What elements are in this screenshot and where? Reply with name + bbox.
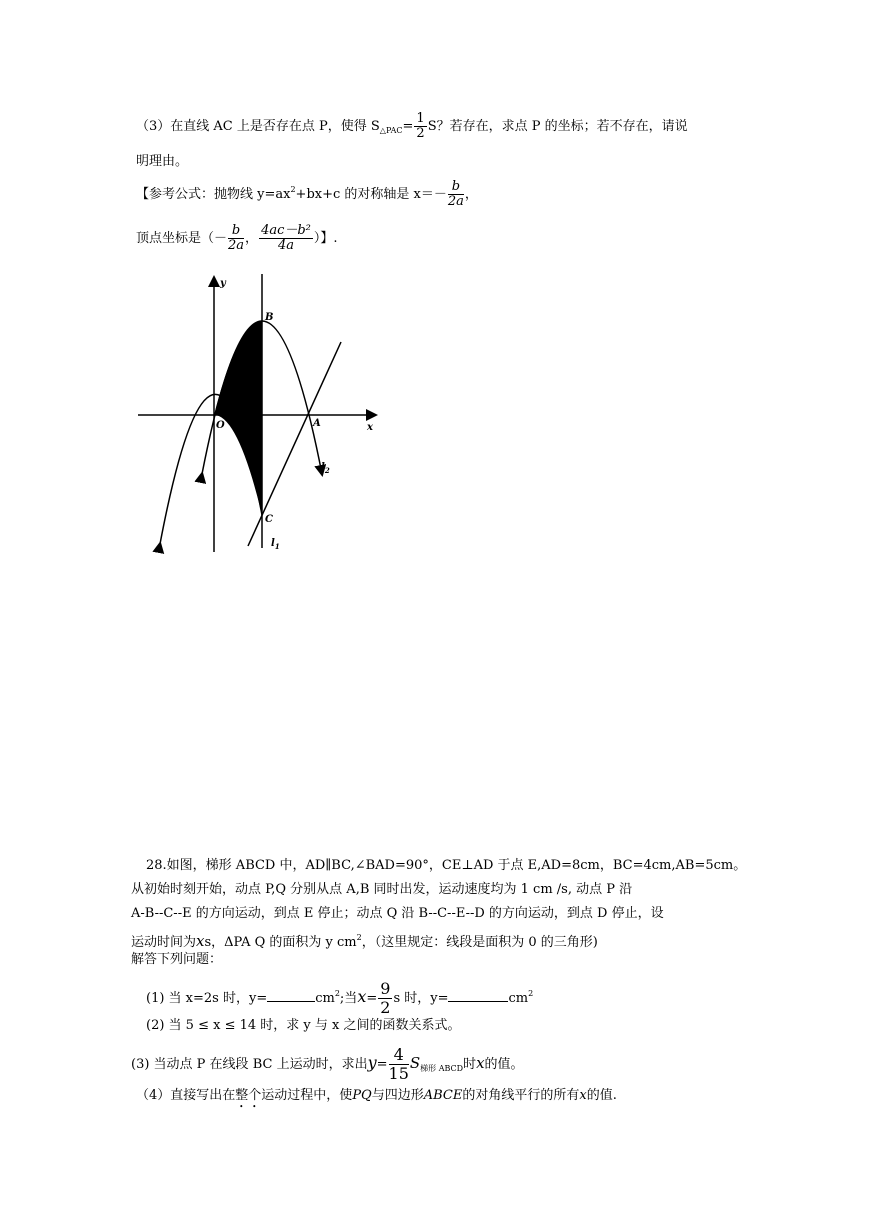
q28-sub3-c: 的值。 — [484, 1057, 524, 1072]
label-y: y — [220, 278, 226, 289]
q27-part3-line2: 明理由。 — [136, 154, 189, 169]
vertex-prefix: 顶点坐标是（－ — [136, 231, 228, 246]
label-a: A — [313, 418, 321, 429]
q28-sub4-e: 的值. — [586, 1088, 617, 1103]
formula-b: b — [448, 180, 464, 195]
q28-sub3-b: 时 — [463, 1057, 477, 1072]
answer-blank-1[interactable] — [267, 989, 315, 1002]
q28-line4-x: x — [196, 932, 205, 950]
q28-sub3-y: y — [367, 1053, 377, 1072]
vertex-line — [136, 224, 338, 253]
formula-2a: 2a — [447, 194, 464, 209]
label-c: C — [265, 514, 273, 525]
q28-sub3-x: x — [476, 1054, 485, 1072]
q28-sub4-c: 与四边形 — [371, 1088, 424, 1103]
vertex-end: ）】. — [313, 231, 338, 246]
q28-line3: A-B--C--E 的方向运动，到点 E 停止；动点 Q 沿 B--C--E--D 的方向运动，到点 D 停止，设 — [131, 906, 664, 921]
q28-line4-sup: 2 — [356, 933, 362, 942]
vertex-x-fraction — [228, 224, 244, 253]
q28-sub4-b: 运动过程中，使 — [261, 1088, 353, 1103]
q28-sub4-a: （4）直接写出在 — [136, 1088, 236, 1103]
q28-sub4-x: x — [579, 1088, 587, 1103]
label-x: x — [367, 422, 373, 433]
q27-fraction-numerator: 1 — [416, 111, 425, 126]
q27-fraction-denominator: 2 — [416, 126, 425, 141]
q28-sub1-unit1: cm — [315, 991, 335, 1006]
q28-sub4-pq: PQ — [352, 1088, 372, 1103]
q28-line4-c: ，（这里规定：线段是面积为 0 的三角形) — [361, 935, 598, 950]
label-l1-letter: l — [271, 538, 275, 549]
vertex-numerator: 4ac－b² — [261, 223, 311, 238]
q28-line1: 28.如图，梯形 ABCD 中，AD∥BC,∠BAD=90°，CE⊥AD 于点 E,AD=8cm，BC=4cm,AB=5cm。 — [146, 858, 747, 873]
q28-sub3-sub: 梯形 ABCD — [420, 1064, 464, 1073]
q28-sub1 — [146, 980, 533, 1017]
q28-line2: 从初始时刻开始，动点 P,Q 分别从点 A,B 同时出发，运动速度均为 1 cm /s, 动点 P 沿 — [131, 882, 633, 897]
q27-part3-subscript: △PAC — [379, 126, 403, 135]
q28-sub1-num: 9 — [380, 979, 391, 998]
q28-sub3-num: 4 — [389, 1046, 409, 1065]
q28-sub4-d: 的对角线平行的所有 — [462, 1088, 580, 1103]
parabola-figure — [130, 268, 390, 568]
label-o: O — [216, 420, 225, 431]
label-l2-letter: l — [321, 462, 325, 473]
q28-line4-a: 运动时间为 — [131, 935, 197, 950]
vertex-comma: ， — [245, 231, 259, 246]
q28-sub1-a: (1) 当 x=2s 时，y= — [146, 991, 268, 1006]
vertex-denominator: 4a — [277, 238, 294, 253]
q28-sub4 — [136, 1088, 617, 1111]
q27-part3-line1 — [136, 112, 688, 141]
q27-part3-question: S？若存在，求点 P 的坐标；若不存在，请说 — [427, 119, 688, 134]
formula-comma: ， — [464, 187, 478, 202]
q28-line4-b: s，ΔPA Q 的面积为 y cm — [204, 935, 357, 950]
vertex-b: b — [228, 224, 244, 239]
label-l1 — [271, 538, 280, 551]
q27-part3-text: （3）在直线 AC 上是否存在点 P，使得 S — [136, 119, 380, 134]
formula-prefix: 【参考公式：抛物线 y=ax — [136, 187, 291, 202]
vertex-2a: 2a — [228, 238, 245, 253]
q28-line4 — [131, 930, 598, 951]
shaded-region — [214, 321, 262, 515]
q28-sub1-x: x — [357, 987, 367, 1006]
label-l2-sub: 2 — [324, 466, 330, 475]
formula-line — [136, 180, 478, 209]
q28-sub1-fraction — [378, 980, 392, 1017]
q28-sub1-sup2: 2 — [528, 989, 534, 998]
q28-sub1-unit2: cm — [508, 991, 529, 1006]
q28-sub1-sup1: 2 — [334, 989, 340, 998]
q28-line5: 解答下列问题： — [131, 952, 223, 967]
q28-sub1-d: s 时，y= — [393, 991, 449, 1006]
q28-sub3-fraction — [389, 1046, 409, 1083]
q27-part3-equals: = — [402, 119, 414, 134]
q28-sub1-c: ;当 — [339, 991, 358, 1006]
q28-sub4-abce: ABCE — [423, 1088, 463, 1103]
q28-sub3 — [131, 1046, 524, 1083]
formula-axis-text: +bx+c 的对称轴是 x＝－ — [295, 187, 447, 202]
label-b: B — [265, 312, 274, 323]
q27-part3-fraction — [414, 112, 426, 141]
answer-blank-2[interactable] — [448, 989, 508, 1002]
vertex-y-fraction — [259, 224, 313, 253]
q28-sub3-S: S — [409, 1054, 421, 1072]
q28-sub1-eq: = — [366, 991, 378, 1006]
q28-sub3-eq: = — [376, 1057, 388, 1072]
q28-sub2: (2) 当 5 ≤ x ≤ 14 时，求 y 与 x 之间的函数关系式。 — [146, 1018, 461, 1033]
q28-sub3-a: (3) 当动点 P 在线段 BC 上运动时，求出 — [131, 1057, 368, 1072]
formula-superscript: 2 — [290, 185, 296, 194]
q28-sub1-den: 2 — [380, 998, 391, 1017]
label-l1-sub: 1 — [274, 542, 280, 551]
q28-sub3-den: 15 — [388, 1064, 409, 1083]
q28-sub4-emphasis: 整个 — [235, 1088, 262, 1103]
formula-axis-fraction — [448, 180, 464, 209]
